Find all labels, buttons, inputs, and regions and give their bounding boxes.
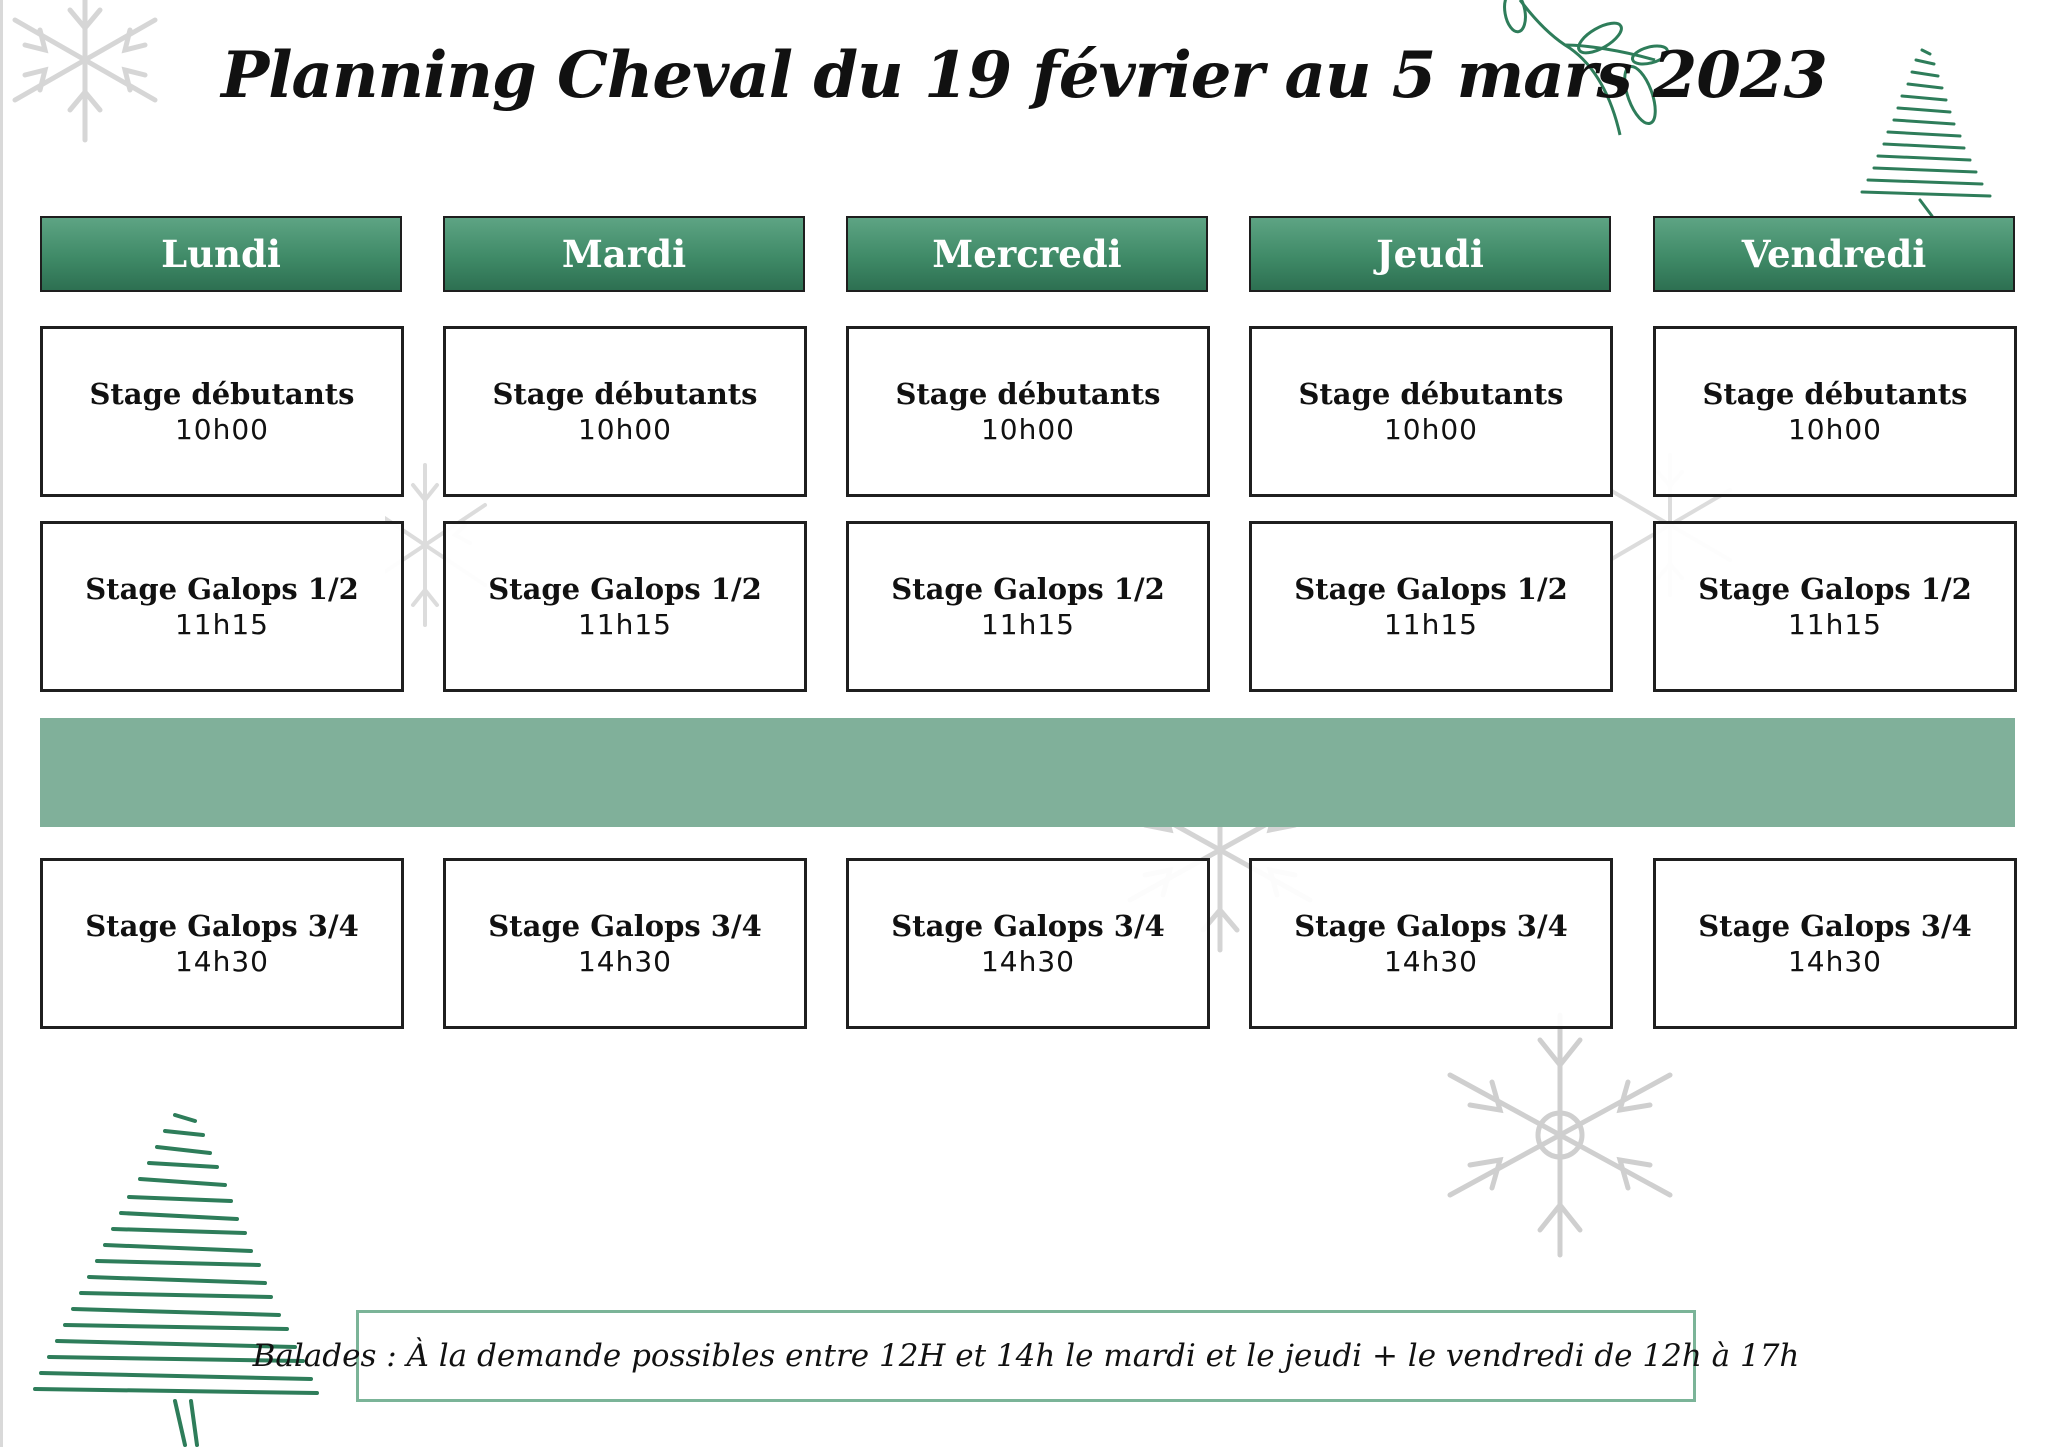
snowflake-icon (1430, 1010, 1690, 1260)
slot-name: Stage débutants (492, 376, 758, 411)
slot-vendredi-debutants (1653, 326, 2017, 497)
day-header-vendredi: Vendredi (1653, 216, 2015, 292)
slot-time: 11h15 (577, 607, 672, 641)
slot-jeudi-galops-1-2 (1249, 521, 1613, 692)
slot-jeudi-galops-3-4 (1249, 858, 1613, 1029)
lunch-break-band (40, 718, 2015, 827)
slot-lundi-galops-1-2 (40, 521, 404, 692)
slot-name: Stage Galops 1/2 (85, 571, 359, 606)
slot-mardi-debutants (443, 326, 807, 497)
slot-time: 10h00 (174, 412, 269, 446)
balades-note-text: Balades : À la demande possibles entre 12H et 14h le mardi et le jeudi + le vendredi de 12h à 17h (252, 1338, 1800, 1374)
slot-mardi-galops-1-2 (443, 521, 807, 692)
balades-note (252, 1310, 1800, 1402)
slot-name: Stage Galops 1/2 (1698, 571, 1972, 606)
slot-name: Stage Galops 3/4 (488, 908, 762, 943)
slot-time: 10h00 (980, 412, 1075, 446)
slot-time: 14h30 (577, 944, 672, 978)
slot-name: Stage débutants (89, 376, 355, 411)
slot-time: 14h30 (174, 944, 269, 978)
slot-name: Stage Galops 1/2 (1294, 571, 1568, 606)
slot-name: Stage débutants (1702, 376, 1968, 411)
page-edge (0, 0, 3, 1447)
slot-vendredi-galops-1-2 (1653, 521, 2017, 692)
day-header-mercredi: Mercredi (846, 216, 1208, 292)
slot-name: Stage Galops 1/2 (488, 571, 762, 606)
slot-name: Stage débutants (895, 376, 1161, 411)
christmas-tree-icon (25, 1105, 325, 1447)
slot-time: 11h15 (1787, 607, 1882, 641)
slot-lundi-debutants (40, 326, 404, 497)
slot-jeudi-debutants (1249, 326, 1613, 497)
slot-name: Stage débutants (1298, 376, 1564, 411)
slot-time: 14h30 (1383, 944, 1478, 978)
slot-time: 11h15 (980, 607, 1075, 641)
day-header-mardi: Mardi (443, 216, 805, 292)
day-header-jeudi: Jeudi (1249, 216, 1611, 292)
slot-time: 11h15 (1383, 607, 1478, 641)
page-title: Planning Cheval du 19 février au 5 mars 2023 (221, 38, 1827, 113)
slot-mercredi-galops-1-2 (846, 521, 1210, 692)
slot-time: 10h00 (1787, 412, 1882, 446)
slot-name: Stage Galops 3/4 (1294, 908, 1568, 943)
slot-time: 10h00 (577, 412, 672, 446)
slot-time: 14h30 (1787, 944, 1882, 978)
slot-name: Stage Galops 3/4 (85, 908, 359, 943)
slot-name: Stage Galops 3/4 (891, 908, 1165, 943)
slot-mardi-galops-3-4 (443, 858, 807, 1029)
slot-lundi-galops-3-4 (40, 858, 404, 1029)
slot-mercredi-debutants (846, 326, 1210, 497)
slot-time: 11h15 (174, 607, 269, 641)
day-header-lundi: Lundi (40, 216, 402, 292)
slot-mercredi-galops-3-4 (846, 858, 1210, 1029)
slot-time: 10h00 (1383, 412, 1478, 446)
slot-vendredi-galops-3-4 (1653, 858, 2017, 1029)
slot-name: Stage Galops 3/4 (1698, 908, 1972, 943)
slot-time: 14h30 (980, 944, 1075, 978)
slot-name: Stage Galops 1/2 (891, 571, 1165, 606)
